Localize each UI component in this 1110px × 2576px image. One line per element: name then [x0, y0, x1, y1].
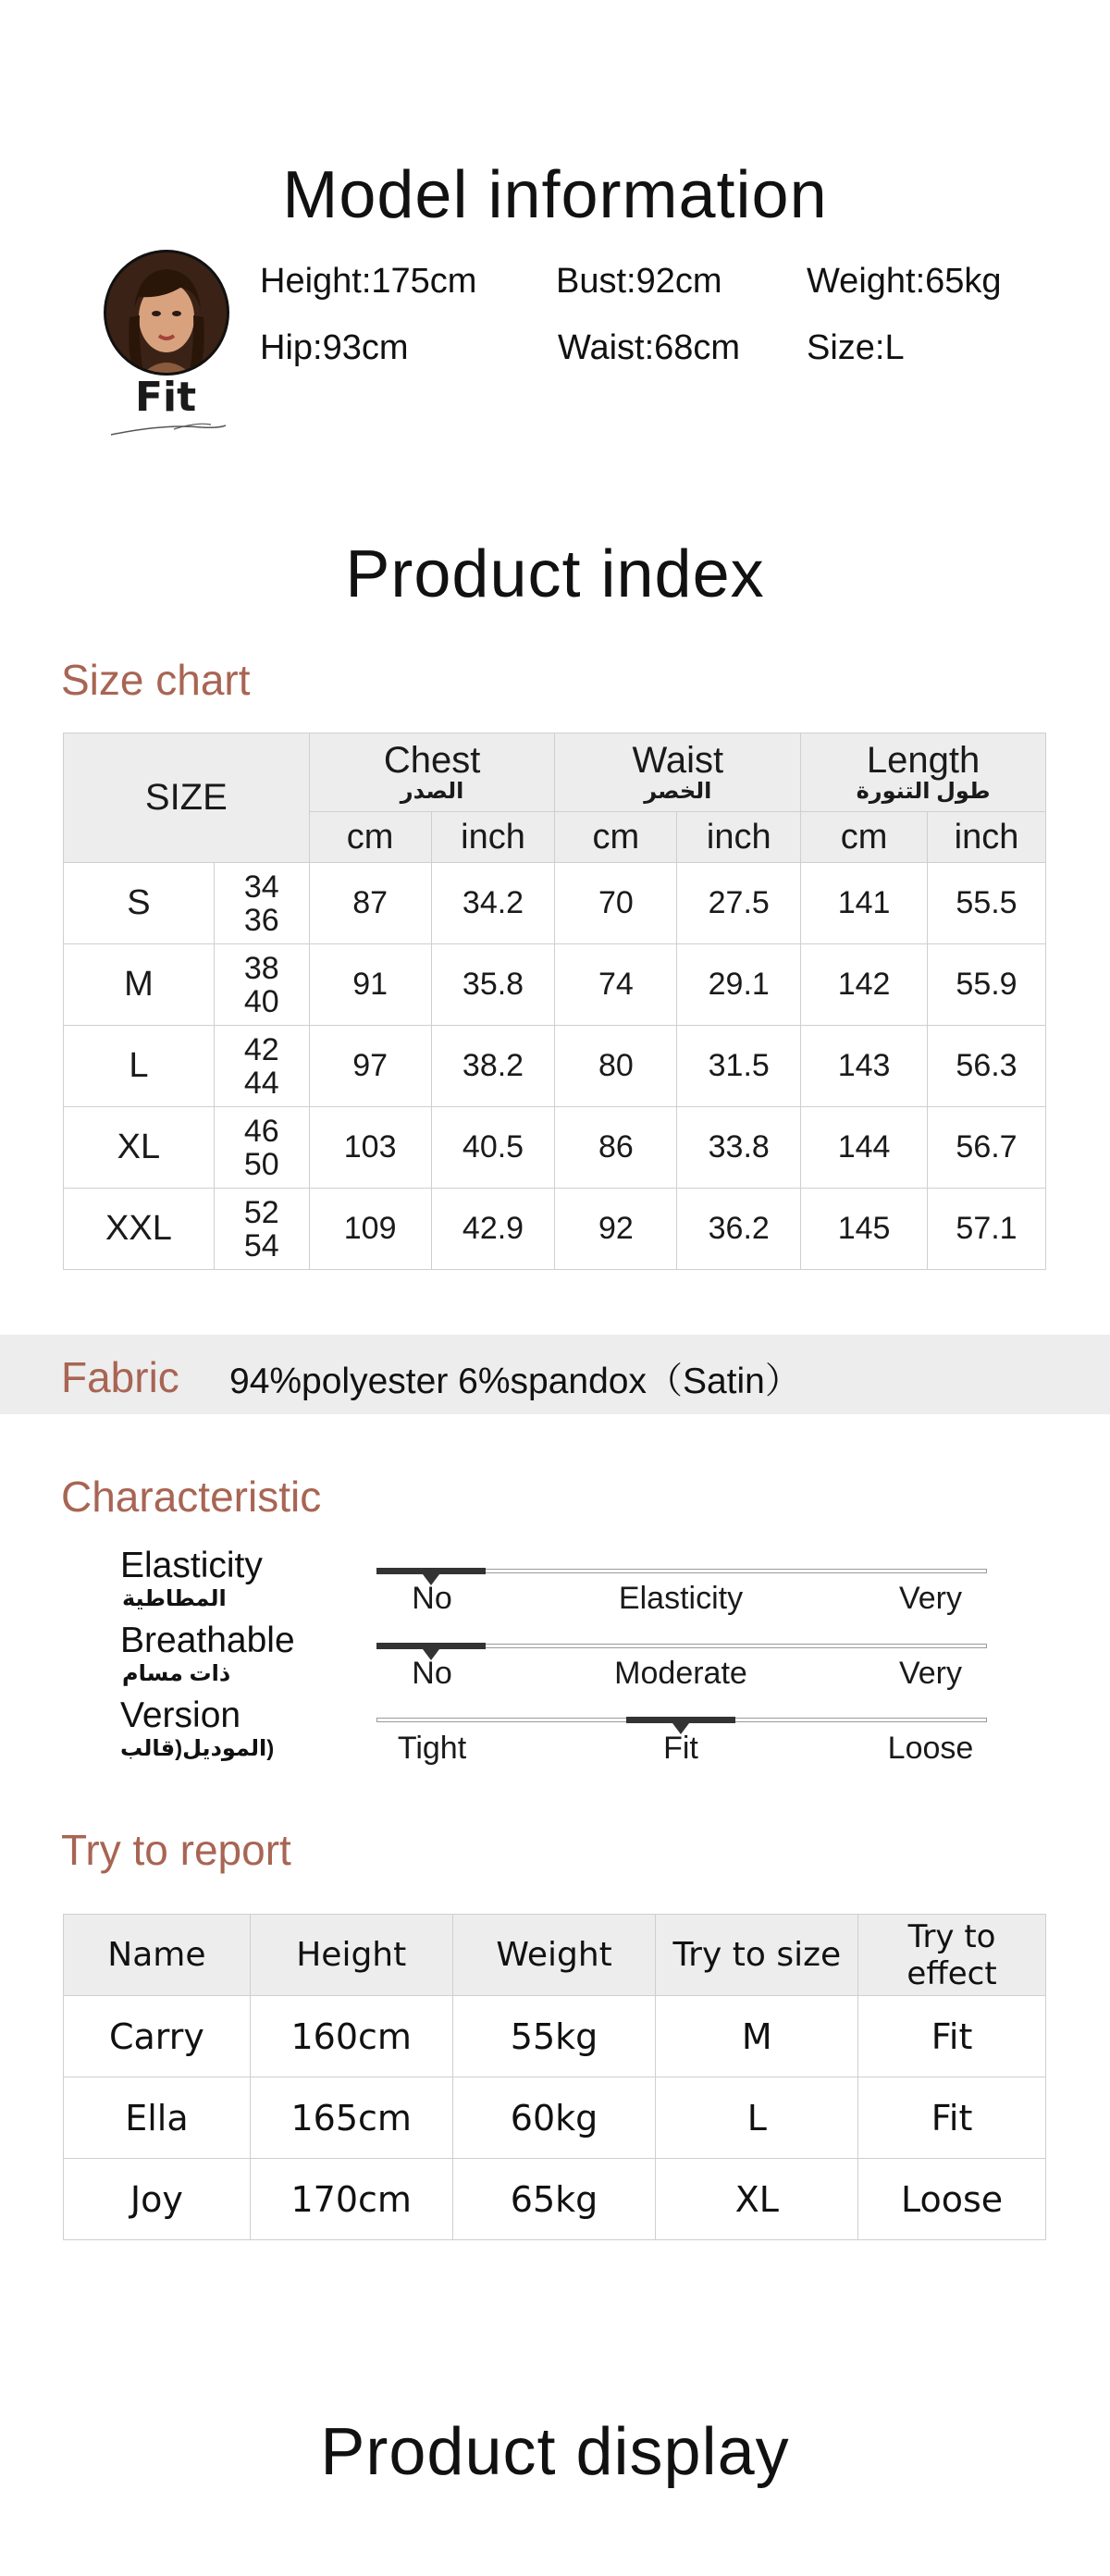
waist-cm-cell: 80 [555, 1026, 677, 1107]
chest-header-arabic: الصدر [400, 779, 464, 804]
waist-cm-cell: 92 [555, 1189, 677, 1270]
fit-swoosh-decoration [109, 416, 229, 438]
length-inch-header: inch [928, 812, 1046, 863]
length-header-label: Length [866, 740, 980, 781]
tester-weight: 55kg [452, 1996, 656, 2077]
chest-cm-cell: 109 [309, 1189, 431, 1270]
eu-size-bottom: 50 [243, 1146, 279, 1182]
chest-inch-cell: 35.8 [431, 944, 555, 1026]
model-size: Size:L [807, 328, 905, 367]
try-effect-header: Try to effect [858, 1915, 1046, 1996]
length-cm-cell: 145 [801, 1189, 928, 1270]
length-cm-cell: 143 [801, 1026, 928, 1107]
size-cell: XL [64, 1107, 215, 1189]
chest-cm-cell: 97 [309, 1026, 431, 1107]
model-avatar [104, 250, 229, 376]
model-waist: Waist:68cm [558, 328, 741, 367]
tester-height: 170cm [250, 2159, 452, 2240]
length-header [801, 733, 1046, 812]
length-header-arabic: طول التنورة [856, 779, 991, 804]
characteristic-label: Characteristic [61, 1473, 322, 1521]
breathable-label: Breathable [120, 1621, 295, 1660]
try-report-label: Try to report [61, 1826, 291, 1874]
eu-size-bottom: 54 [243, 1227, 279, 1263]
waist-inch-cell: 29.1 [677, 944, 801, 1026]
elasticity-high: Very [898, 1581, 963, 1616]
waist-header-label: Waist [632, 740, 724, 781]
elasticity-scale [376, 1569, 987, 1578]
fabric-label: Fabric [61, 1353, 179, 1401]
fit-label: Fit [135, 374, 197, 421]
size-header: SIZE [64, 733, 310, 863]
waist-inch-cell: 27.5 [677, 863, 801, 944]
tester-height: 165cm [250, 2077, 452, 2159]
eu-size-top: 34 [243, 869, 279, 905]
tester-name: Joy [64, 2159, 251, 2240]
eu-size-top: 42 [243, 1031, 279, 1067]
weight-header: Weight [452, 1915, 656, 1996]
eu-size-top: 52 [243, 1194, 279, 1230]
tester-size: L [656, 2077, 858, 2159]
tester-effect: Loose [858, 2159, 1046, 2240]
tester-effect: Fit [858, 2077, 1046, 2159]
waist-header-arabic: الخصر [644, 779, 712, 804]
chest-cm-header: cm [309, 812, 431, 863]
eu-size-bottom: 36 [243, 902, 279, 938]
eu-size-cell [214, 863, 309, 944]
model-bust: Bust:92cm [556, 262, 722, 301]
size-cell: L [64, 1026, 215, 1107]
chest-cm-cell: 87 [309, 863, 431, 944]
tester-name: Carry [64, 1996, 251, 2077]
waist-inch-cell: 33.8 [677, 1107, 801, 1189]
breathable-low: No [412, 1656, 452, 1691]
waist-inch-header: inch [677, 812, 801, 863]
size-row-m [64, 944, 1046, 1026]
tester-name: Ella [64, 2077, 251, 2159]
chest-inch-cell: 34.2 [431, 863, 555, 944]
try-size-header: Try to size [656, 1915, 858, 1996]
size-row-xl [64, 1107, 1046, 1189]
eu-size-bottom: 40 [243, 983, 279, 1019]
eu-size-cell [214, 1107, 309, 1189]
waist-header [555, 733, 801, 812]
size-chart-table [63, 733, 1046, 1270]
elasticity-label: Elasticity [120, 1546, 263, 1585]
length-inch-cell: 55.5 [928, 863, 1046, 944]
breathable-arabic: ذات مسام [122, 1661, 231, 1686]
tester-height: 160cm [250, 1996, 452, 2077]
eu-size-bottom: 44 [243, 1065, 279, 1101]
size-cell: M [64, 944, 215, 1026]
waist-cm-cell: 86 [555, 1107, 677, 1189]
tester-effect: Fit [858, 1996, 1046, 2077]
waist-inch-cell: 31.5 [677, 1026, 801, 1107]
tester-weight: 60kg [452, 2077, 656, 2159]
elasticity-mid: Elasticity [618, 1581, 744, 1616]
breathable-scale [376, 1644, 987, 1653]
tester-size: XL [656, 2159, 858, 2240]
chest-header-label: Chest [383, 740, 481, 781]
eu-size-cell [214, 1026, 309, 1107]
size-cell: S [64, 863, 215, 944]
length-inch-cell: 56.7 [928, 1107, 1046, 1189]
product-display-title: Product display [320, 2415, 790, 2489]
elasticity-low: No [412, 1581, 452, 1616]
length-cm-cell: 141 [801, 863, 928, 944]
model-height: Height:175cm [260, 262, 477, 301]
version-arabic: (الموديل(قالب [120, 1736, 275, 1761]
waist-cm-cell: 70 [555, 863, 677, 944]
model-weight: Weight:65kg [807, 262, 1002, 301]
waist-cm-cell: 74 [555, 944, 677, 1026]
version-fill [626, 1717, 735, 1723]
breathable-high: Very [898, 1656, 963, 1691]
version-low: Tight [397, 1731, 467, 1766]
model-hip: Hip:93cm [260, 328, 409, 367]
try-report-row [64, 2077, 1046, 2159]
size-row-l [64, 1026, 1046, 1107]
eu-size-cell [214, 1189, 309, 1270]
size-row-s [64, 863, 1046, 944]
length-cm-cell: 144 [801, 1107, 928, 1189]
size-cell: XXL [64, 1189, 215, 1270]
version-label: Version [120, 1695, 241, 1735]
chest-inch-cell: 42.9 [431, 1189, 555, 1270]
chest-inch-cell: 40.5 [431, 1107, 555, 1189]
elasticity-fill [376, 1568, 486, 1574]
eu-size-top: 46 [243, 1113, 279, 1149]
product-index-title: Product index [345, 537, 765, 611]
tester-weight: 65kg [452, 2159, 656, 2240]
version-high: Loose [887, 1731, 974, 1766]
try-report-row [64, 2159, 1046, 2240]
chest-header [309, 733, 555, 812]
chest-cm-cell: 91 [309, 944, 431, 1026]
tester-size: M [656, 1996, 858, 2077]
height-header: Height [250, 1915, 452, 1996]
length-inch-cell: 56.3 [928, 1026, 1046, 1107]
chest-cm-cell: 103 [309, 1107, 431, 1189]
length-cm-header: cm [801, 812, 928, 863]
waist-inch-cell: 36.2 [677, 1189, 801, 1270]
length-inch-cell: 57.1 [928, 1189, 1046, 1270]
size-chart-label: Size chart [61, 656, 251, 704]
try-report-table [63, 1914, 1046, 2240]
fabric-value: 94%polyester 6%spandox（Satin） [229, 1362, 801, 1401]
waist-cm-header: cm [555, 812, 677, 863]
name-header: Name [64, 1915, 251, 1996]
try-report-row [64, 1996, 1046, 2077]
chest-inch-header: inch [431, 812, 555, 863]
version-scale [376, 1718, 987, 1727]
chest-inch-cell: 38.2 [431, 1026, 555, 1107]
size-row-xxl [64, 1189, 1046, 1270]
version-mid: Fit [663, 1731, 698, 1766]
length-inch-cell: 55.9 [928, 944, 1046, 1026]
breathable-mid: Moderate [614, 1656, 747, 1691]
model-info-title: Model information [282, 158, 828, 232]
eu-size-cell [214, 944, 309, 1026]
try-report-header-row [64, 1915, 1046, 1996]
breathable-fill [376, 1643, 486, 1649]
elasticity-arabic: المطاطية [122, 1586, 227, 1611]
eu-size-top: 38 [243, 950, 279, 986]
length-cm-cell: 142 [801, 944, 928, 1026]
